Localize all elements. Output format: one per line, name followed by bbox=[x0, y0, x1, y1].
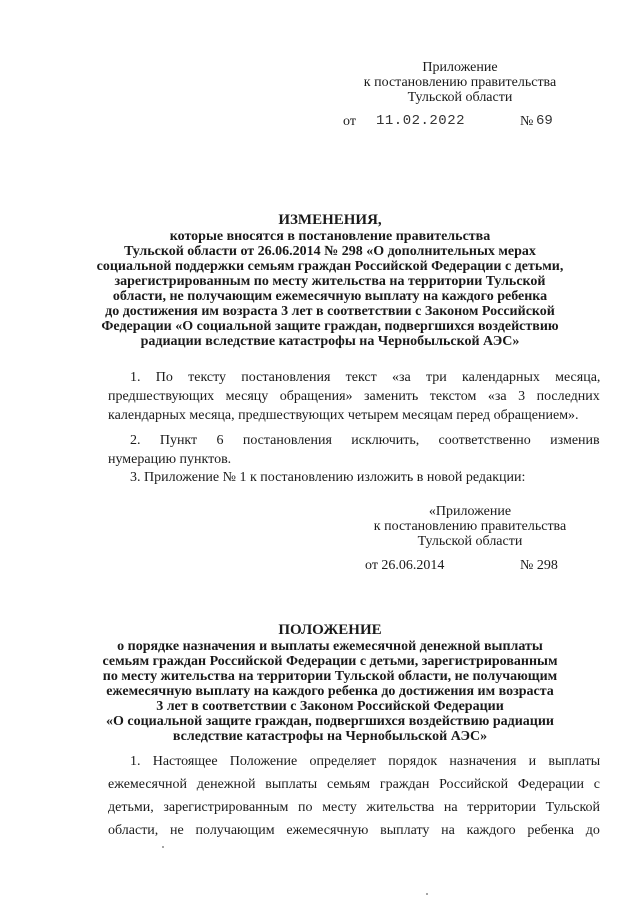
regulation-subtitle-line: «О социальной защите граждан, подвергшихся воздействию радиации bbox=[106, 714, 554, 729]
regulation-subtitle bbox=[70, 639, 590, 744]
regulation-paragraph-1-line: области, не получающим ежемесячную выплату на каждого ребенка до bbox=[108, 823, 600, 838]
regulation-subtitle-line: вследствие катастрофы на Чернобыльской АЭС» bbox=[172, 729, 488, 744]
header-number-stamp: 69 bbox=[536, 113, 553, 129]
header-date-prefix: от bbox=[343, 114, 356, 129]
header-decree: к постановлению правительства bbox=[363, 75, 557, 90]
regulation-title: ПОЛОЖЕНИЕ bbox=[278, 622, 382, 638]
changes-subtitle-line: Федерации «О социальной защите граждан, подвергшихся воздействию bbox=[101, 319, 559, 334]
changes-subtitle-line: области, не получающим ежемесячную выплату на каждого ребенка bbox=[112, 289, 548, 304]
changes-title: ИЗМЕНЕНИЯ, bbox=[278, 212, 382, 228]
item-1 bbox=[108, 368, 600, 425]
changes-subtitle bbox=[70, 229, 590, 349]
regulation-paragraph-1 bbox=[108, 750, 600, 842]
changes-subtitle-line: радиации вследствие катастрофы на Чернобыльской АЭС» bbox=[140, 334, 520, 349]
regulation-subtitle-line: 3 лет в соответствии с Законом Российской Федерации bbox=[156, 699, 504, 714]
inner-header-date: от 26.06.2014 bbox=[365, 558, 445, 573]
header-appendix: Приложение bbox=[422, 60, 498, 75]
scan-artifact bbox=[426, 893, 428, 895]
item-1-line: предшествующих месяцу обращения» заменить текстом «за 3 последних bbox=[108, 389, 600, 404]
header-number-prefix: № bbox=[520, 114, 534, 129]
scan-artifact bbox=[162, 846, 164, 848]
header-region: Тульской области bbox=[407, 90, 513, 105]
document-header bbox=[352, 60, 568, 105]
changes-subtitle-line: зарегистрированным по месту жительства на территории Тульской bbox=[114, 274, 546, 289]
header-date-stamp: 11.02.2022 bbox=[376, 113, 466, 129]
regulation-paragraph-1-line: детьми, зарегистрированным по месту жительства на территории Тульской bbox=[108, 800, 601, 815]
item-1-line: 1. По тексту постановления текст «за три календарных месяца, bbox=[130, 370, 601, 385]
inner-header bbox=[362, 504, 578, 549]
regulation-subtitle-line: ежемесячную выплату на каждого ребенка до достижения им возраста bbox=[106, 684, 554, 699]
inner-header-appendix: «Приложение bbox=[428, 504, 512, 519]
regulation-paragraph-1-line: 1. Настоящее Положение определяет порядок назначения и выплаты bbox=[130, 754, 601, 769]
regulation-subtitle-line: о порядке назначения и выплаты ежемесячной денежной выплаты bbox=[117, 639, 543, 654]
changes-subtitle-line: которые вносятся в постановление правительства bbox=[169, 229, 491, 244]
inner-header-number: № 298 bbox=[520, 558, 558, 573]
changes-subtitle-line: Тульской области от 26.06.2014 № 298 «О дополнительных мерах bbox=[124, 244, 536, 259]
item-2-line: 2. Пункт 6 постановления исключить, соответственно изменив bbox=[130, 433, 600, 448]
item-3: 3. Приложение № 1 к постановлению изложить в новой редакции: bbox=[130, 470, 526, 485]
item-1-line: календарных месяца, предшествующих четырем месяцам перед обращением». bbox=[108, 408, 579, 423]
inner-header-region: Тульской области bbox=[417, 534, 523, 549]
changes-subtitle-line: социальной поддержки семьям граждан Российской Федерации с детьми, bbox=[96, 259, 564, 274]
regulation-subtitle-line: семьям граждан Российской Федерации с детьми, зарегистрированным bbox=[102, 654, 558, 669]
item-2 bbox=[108, 431, 600, 469]
changes-subtitle-line: до достижения им возраста 3 лет в соответствии с Законом Российской bbox=[105, 304, 555, 319]
inner-header-decree: к постановлению правительства bbox=[373, 519, 567, 534]
item-2-line: нумерацию пунктов. bbox=[108, 452, 232, 467]
regulation-paragraph-1-line: ежемесячной денежной выплаты семьям граждан Российской Федерации с bbox=[108, 777, 601, 792]
regulation-subtitle-line: по месту жительства на территории Тульской области, не получающим bbox=[102, 669, 558, 684]
